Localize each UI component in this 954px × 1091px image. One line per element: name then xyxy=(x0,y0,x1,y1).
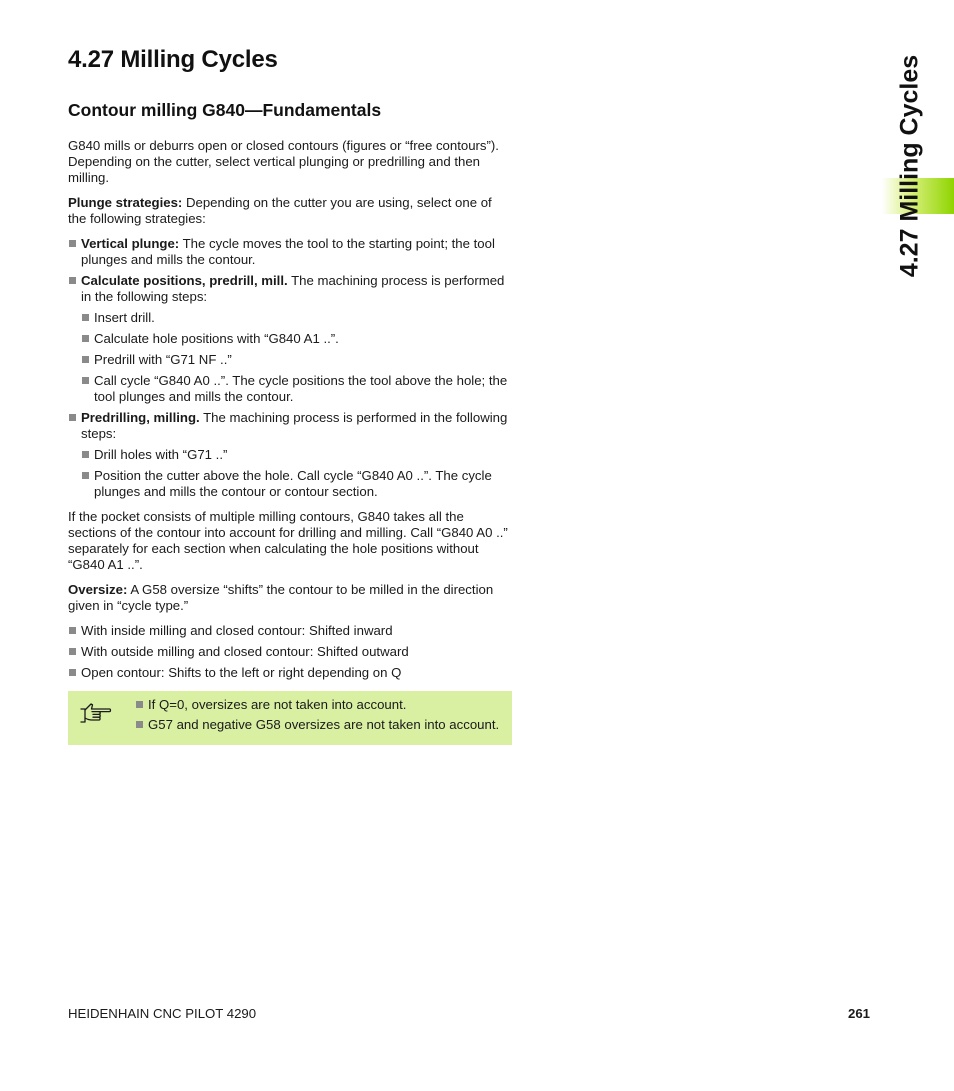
strategy-calculate-predrill-mill xyxy=(68,273,512,405)
main-content xyxy=(68,138,512,745)
step-item: Calculate hole positions with “G840 A1 ..”. xyxy=(81,331,512,347)
note-item: G57 and negative G58 oversizes are not taken into account. xyxy=(135,717,500,733)
strategy-text: The machining process is performed in the following steps: xyxy=(81,410,508,441)
step-list xyxy=(81,310,512,405)
strategy-label: Calculate positions, predrill, mill. xyxy=(81,273,288,288)
note-list xyxy=(135,697,500,733)
strategy-vertical-plunge xyxy=(68,236,512,268)
strategy-predrilling-milling xyxy=(68,410,512,500)
section-title: Contour milling G840—Fundamentals xyxy=(68,100,382,120)
step-item: Insert drill. xyxy=(81,310,512,326)
step-item: Drill holes with “G71 ..” xyxy=(81,447,512,463)
footer-product: HEIDENHAIN CNC PILOT 4290 xyxy=(68,1006,257,1021)
step-list xyxy=(81,447,512,500)
plunge-strategies-label: Plunge strategies: xyxy=(68,195,183,210)
oversize-item: With inside milling and closed contour: Shifted inward xyxy=(68,623,512,639)
oversize-label: Oversize: xyxy=(68,582,128,597)
oversize-list xyxy=(68,623,512,681)
plunge-strategies-text: Depending on the cutter you are using, select one of the following strategies: xyxy=(68,195,492,226)
step-item: Predrill with “G71 NF ..” xyxy=(81,352,512,368)
chapter-title: 4.27 Milling Cycles xyxy=(68,46,278,73)
strategy-text: The cycle moves the tool to the starting point; the tool plunges and mills the contour. xyxy=(81,236,495,267)
page-number: 261 xyxy=(848,1006,871,1021)
pocket-paragraph: If the pocket consists of multiple milling contours, G840 takes all the sections of the contour into account for drilling and milling. Call “G840 A0 ..” separately for each section when calculating the hole positions without “G840 A1 ..”. xyxy=(68,509,508,572)
strategy-list xyxy=(68,236,512,500)
side-tab-label: 4.27 Milling Cycles xyxy=(895,54,924,278)
strategy-text: The machining process is performed in the following steps: xyxy=(81,273,505,304)
oversize-item: With outside milling and closed contour: Shifted outward xyxy=(68,644,512,660)
note-item: If Q=0, oversizes are not taken into account. xyxy=(135,697,500,713)
oversize-paragraph xyxy=(68,582,512,614)
pointing-hand-icon xyxy=(80,701,112,725)
oversize-text: A G58 oversize “shifts” the contour to be milled in the direction given in “cycle type.” xyxy=(68,582,494,613)
step-item: Position the cutter above the hole. Call cycle “G840 A0 ..”. The cycle plunges and mills the contour or contour section. xyxy=(81,468,512,500)
step-item: Call cycle “G840 A0 ..”. The cycle positions the tool above the hole; the tool plunges and mills the contour. xyxy=(81,373,512,405)
strategy-label: Vertical plunge: xyxy=(81,236,180,251)
plunge-strategies-paragraph xyxy=(68,195,512,227)
note-box xyxy=(68,691,512,745)
oversize-item: Open contour: Shifts to the left or right depending on Q xyxy=(68,665,512,681)
strategy-label: Predrilling, milling. xyxy=(81,410,200,425)
intro-paragraph: G840 mills or deburrs open or closed contours (figures or “free contours”). Depending on the cutter, select vertical plunging or predrilling and then milling. xyxy=(68,138,499,185)
